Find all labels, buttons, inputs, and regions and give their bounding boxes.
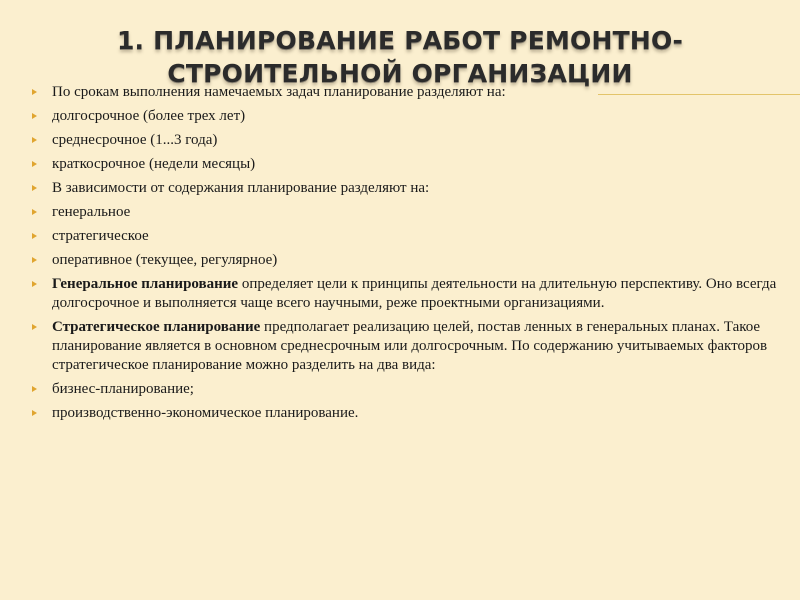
bullet-arrow-icon <box>32 209 37 215</box>
bullet-item <box>30 131 795 150</box>
bullet-text: оперативное (текущее, регулярное) <box>52 252 278 268</box>
slide-title-line-1: 1. ПЛАНИРОВАНИЕ РАБОТ РЕМОНТНО- <box>116 26 684 55</box>
slide-content <box>30 83 795 428</box>
bullet-text: По срокам выполнения намечаемых задач планирование разделяют на: <box>52 84 506 100</box>
bullet-text: В зависимости от содержания планирование разделяют на: <box>52 180 430 196</box>
bullet-item <box>30 275 795 313</box>
bullet-arrow-icon <box>32 410 37 416</box>
bullet-arrow-icon <box>32 257 37 263</box>
bullet-text: определяет цели к принципы деятельности на длительную перспективу. Оно всегда долгосрочное и выполняется чаще всего научными, реже проектными организациями. <box>52 276 777 311</box>
bullet-arrow-icon <box>32 324 37 330</box>
bullet-arrow-icon <box>32 281 37 287</box>
bullet-text: производственно-экономическое планирование. <box>52 405 359 421</box>
bullet-arrow-icon <box>32 113 37 119</box>
bullet-item <box>30 380 795 399</box>
bullet-item <box>30 227 795 246</box>
bullet-arrow-icon <box>32 233 37 239</box>
bullet-arrow-icon <box>32 137 37 143</box>
bullet-item <box>30 107 795 126</box>
slide-title-line-2: СТРОИТЕЛЬНОЙ ОРГАНИЗАЦИИ <box>167 59 633 88</box>
bullet-text: стратегическое <box>52 228 149 244</box>
bullet-item <box>30 404 795 423</box>
bullet-arrow-icon <box>32 185 37 191</box>
bullet-text: долгосрочное (более трех лет) <box>52 108 246 124</box>
bullet-text: предполагает реализацию целей, постав ленных в генеральных планах. Такое планирование является в основном среднесрочным или долгосрочным. По содержанию учитываемых факторов стратегическое планирование можно разделить на два вида: <box>52 319 768 373</box>
bullet-text: краткосрочное (недели месяцы) <box>52 156 256 172</box>
bullet-text: бизнес-планирование; <box>52 381 194 397</box>
bullet-term: Стратегическое планирование <box>52 319 261 335</box>
slide-title <box>100 24 700 90</box>
bullet-term: Генеральное планирование <box>52 276 239 292</box>
bullet-item <box>30 179 795 198</box>
bullet-text: генеральное <box>52 204 131 220</box>
bullet-list <box>30 83 795 423</box>
bullet-arrow-icon <box>32 161 37 167</box>
bullet-arrow-icon <box>32 386 37 392</box>
bullet-item <box>30 203 795 222</box>
bullet-item <box>30 318 795 375</box>
bullet-item <box>30 155 795 174</box>
bullet-item <box>30 83 795 102</box>
bullet-text: среднесрочное (1...3 года) <box>52 132 218 148</box>
bullet-item <box>30 251 795 270</box>
bullet-arrow-icon <box>32 89 37 95</box>
